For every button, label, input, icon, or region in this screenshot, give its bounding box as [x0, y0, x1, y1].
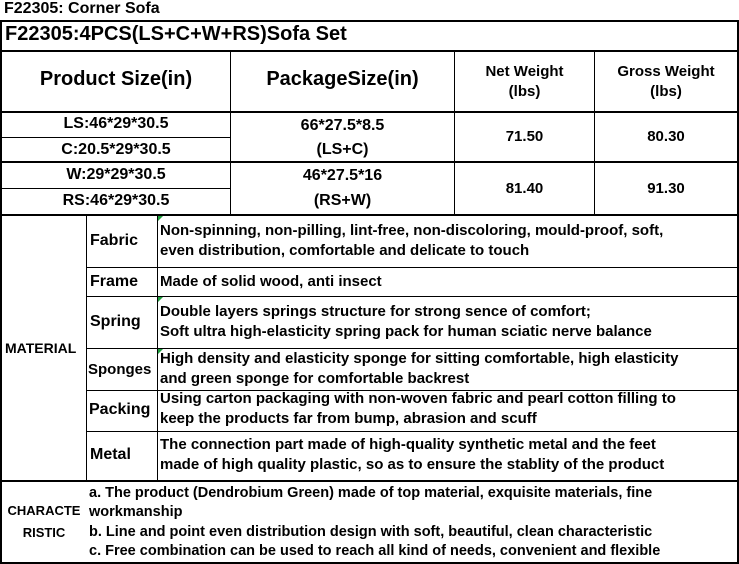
package-note-1: (LS+C)	[316, 141, 369, 158]
header-gross-weight: Gross Weight	[617, 63, 715, 80]
comment-marker-icon	[158, 216, 163, 221]
set-title: F22305:4PCS(LS+C+W+RS)Sofa Set	[5, 23, 347, 45]
material-name-fabric: Fabric	[90, 232, 139, 249]
product-size-c: C:20.5*29*30.5	[61, 141, 171, 158]
characteristic-line-c: c. Free combination can be used to reach all kind of needs, convenient and flexible	[89, 543, 661, 559]
product-size-rs: RS:46*29*30.5	[62, 192, 170, 209]
comment-marker-icon	[158, 297, 163, 302]
material-name-metal: Metal	[90, 446, 131, 463]
package-size-1: 66*27.5*8.5	[300, 117, 385, 134]
material-name-sponges: Sponges	[88, 361, 152, 378]
material-desc-sponges-line1: High density and elasticity sponge for sitting comfortable, high elasticity	[160, 350, 679, 367]
header-gross-weight-unit: (lbs)	[650, 83, 682, 100]
material-desc-fabric-line2: even distribution, comfortable and delicate to touch	[160, 242, 530, 259]
material-desc-packing-line2: keep the products far from bump, abrasion and scuff	[160, 410, 537, 427]
net-weight-1: 71.50	[505, 128, 544, 145]
characteristic-line-b: b. Line and point even distribution design with soft, beautiful, clean characteristic	[89, 524, 653, 540]
material-desc-frame: Made of solid wood, anti insect	[160, 273, 382, 290]
characteristic-line-a: a. The product (Dendrobium Green) made of top material, exquisite materials, fine	[89, 485, 653, 501]
material-desc-sponges-line2: and green sponge for comfortable backrest	[160, 370, 470, 387]
package-size-2: 46*27.5*16	[302, 167, 383, 184]
material-label: MATERIAL	[5, 340, 77, 356]
material-desc-metal-line1: The connection part made of high-quality synthetic metal and the feet	[160, 436, 656, 453]
material-desc-fabric-line1: Non-spinning, non-pilling, lint-free, non-discoloring, mould-proof, soft,	[160, 222, 664, 239]
header-net-weight: Net Weight	[485, 63, 564, 80]
material-desc-spring-line1: Double layers springs structure for strong sence of comfort;	[160, 303, 591, 320]
material-name-frame: Frame	[90, 273, 139, 290]
gross-weight-2: 91.30	[647, 180, 685, 197]
material-desc-spring-line2: Soft ultra high-elasticity spring pack for human sciatic nerve balance	[160, 323, 652, 340]
material-name-packing: Packing	[89, 401, 151, 418]
header-product-size: Product Size(in)	[39, 68, 193, 90]
characteristic-label-line1: CHARACTE	[7, 503, 81, 518]
material-desc-metal-line2: made of high quality plastic, so as to ensure the stablity of the product	[160, 456, 665, 473]
package-note-2: (RS+W)	[313, 192, 372, 209]
header-net-weight-unit: (lbs)	[508, 83, 541, 100]
material-name-spring: Spring	[90, 313, 141, 330]
characteristic-line-a-cont: workmanship	[89, 504, 183, 520]
net-weight-2: 81.40	[505, 180, 544, 197]
sheet-title: F22305: Corner Sofa	[4, 0, 160, 17]
gross-weight-1: 80.30	[647, 128, 685, 145]
header-package-size: PackageSize(in)	[266, 68, 419, 90]
product-size-ls: LS:46*29*30.5	[63, 115, 169, 132]
material-desc-packing-line1: Using carton packaging with non-woven fabric and pearl cotton filling to	[160, 390, 676, 407]
characteristic-label-line2: RISTIC	[22, 525, 66, 540]
product-size-w: W:29*29*30.5	[66, 166, 166, 183]
